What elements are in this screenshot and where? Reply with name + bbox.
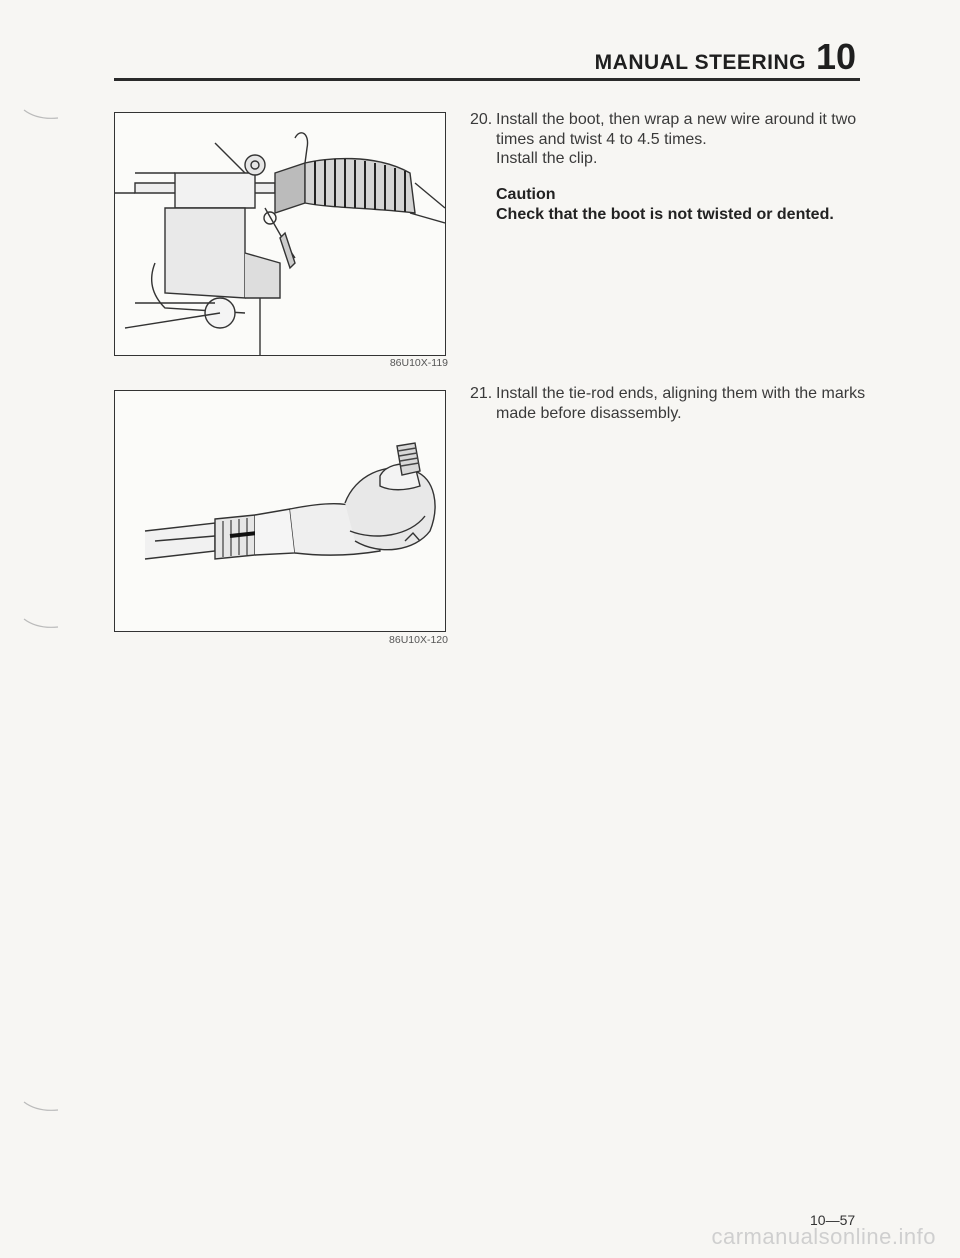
tie-rod-end-illustration bbox=[115, 391, 445, 631]
page-number: 10—57 bbox=[810, 1212, 856, 1228]
step-line: Install the tie-rod ends, aligning them with the marks bbox=[496, 385, 866, 402]
step-line: Install the clip. bbox=[496, 150, 598, 167]
caution-title: Caution bbox=[496, 186, 556, 203]
step-line: made before disassembly. bbox=[496, 404, 682, 422]
scan-mark bbox=[22, 106, 62, 126]
figure-caption: 86U10X-120 bbox=[389, 634, 448, 646]
page-header bbox=[595, 36, 856, 78]
step-21 bbox=[470, 384, 870, 423]
section-number: 10 bbox=[815, 36, 856, 77]
step-number: 20. bbox=[470, 111, 493, 128]
caution-block bbox=[496, 185, 896, 225]
step-20 bbox=[470, 110, 870, 169]
section-title: MANUAL STEERING bbox=[594, 51, 806, 74]
step-number: 21. bbox=[470, 385, 493, 402]
step-line: times and twist 4 to 4.5 times. bbox=[496, 130, 707, 148]
figure-caption: 86U10X-119 bbox=[389, 357, 448, 369]
scan-mark bbox=[22, 1098, 62, 1118]
rack-in-vise-illustration bbox=[115, 113, 445, 355]
watermark: carmanualsonline.info bbox=[711, 1224, 936, 1249]
step-line: Install the boot, then wrap a new wire around it two bbox=[496, 111, 857, 128]
figure-tie-rod-end bbox=[114, 390, 446, 632]
scan-mark bbox=[22, 615, 62, 635]
figure-rack-in-vise bbox=[114, 112, 446, 356]
caution-text: Check that the boot is not twisted or dented. bbox=[496, 206, 834, 223]
header-rule bbox=[114, 78, 860, 81]
